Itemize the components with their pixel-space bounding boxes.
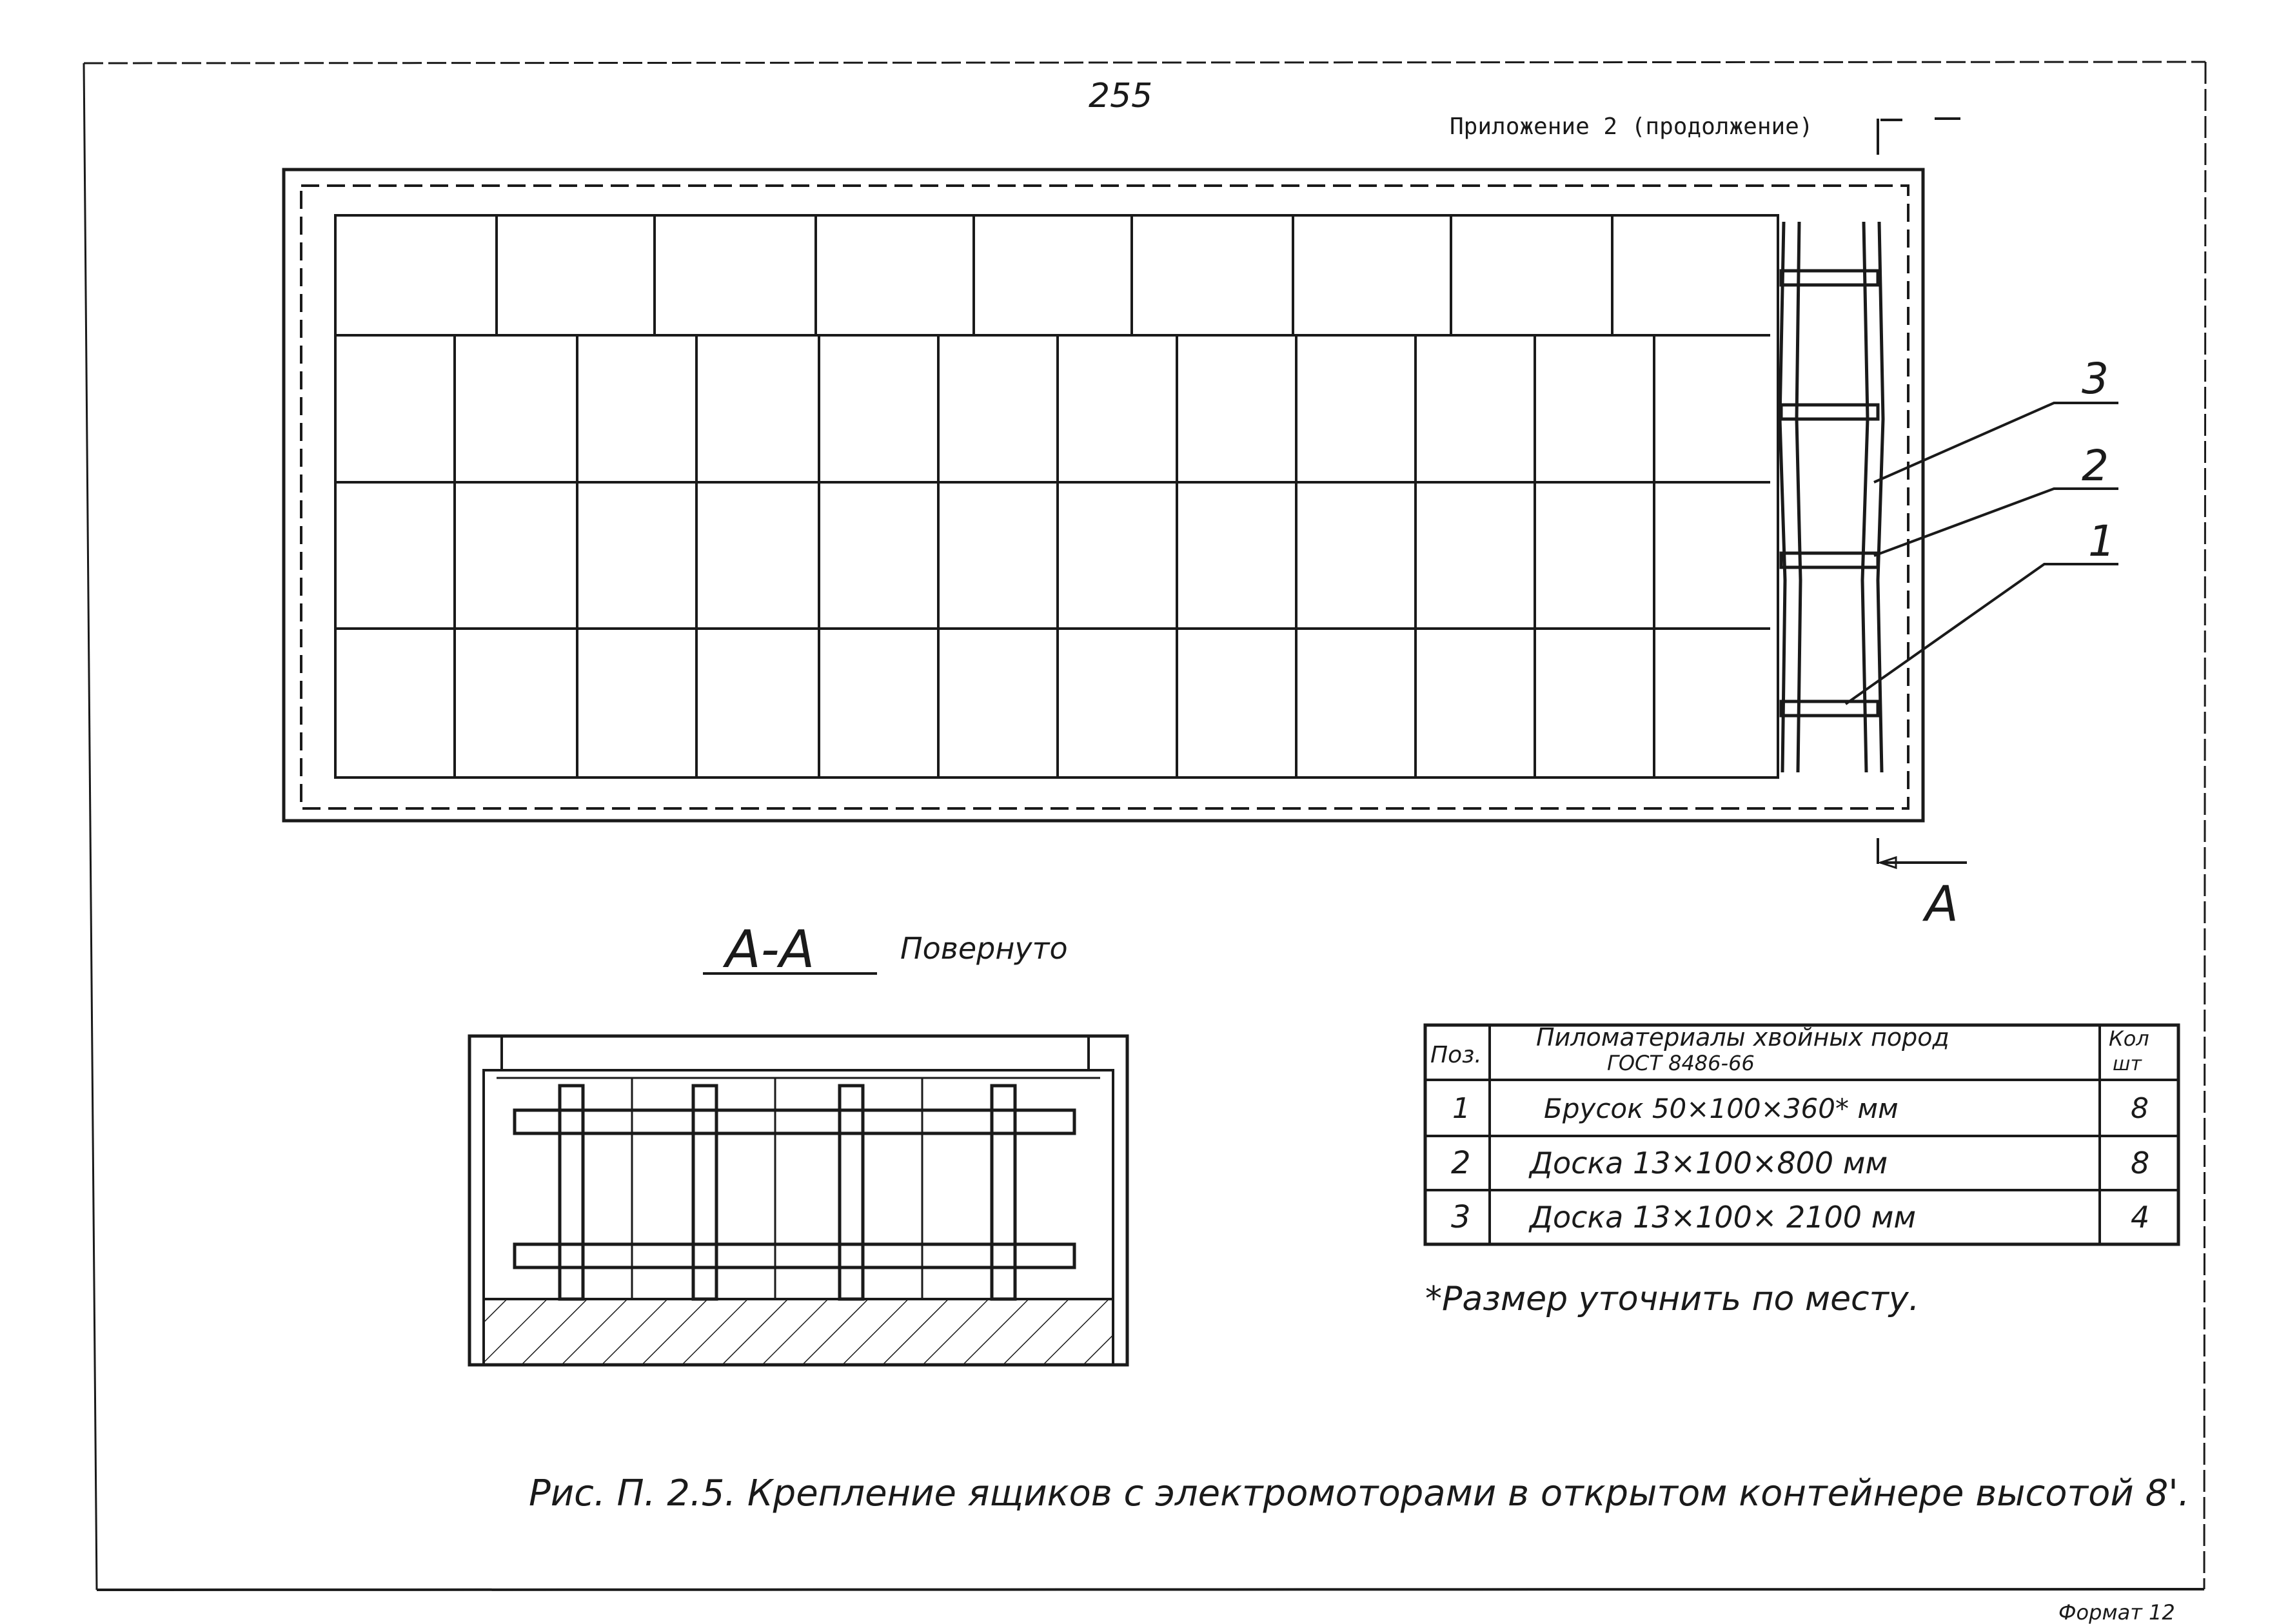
section-letter: A xyxy=(1925,875,1958,932)
callout-3: 3 xyxy=(2082,354,2109,404)
section-note: Повернуто xyxy=(900,931,1068,966)
box-grid xyxy=(335,215,1770,778)
table-header-material: Пиломатериалы хвойных пород xyxy=(1536,1023,1949,1052)
table-row-2-qty: 8 xyxy=(2131,1146,2150,1180)
callout-1: 1 xyxy=(2088,516,2115,566)
table-header-qty: Кол xyxy=(2109,1026,2149,1051)
table-header-pos: Поз. xyxy=(1430,1042,1482,1068)
format-note: Формат 12 xyxy=(2058,1600,2175,1624)
table-row-2-name: Доска 13×100×800 мм xyxy=(1530,1146,1888,1180)
spec-table xyxy=(1425,1023,2178,1244)
callout-leaders xyxy=(1846,403,2118,704)
table-row-1-pos: 1 xyxy=(1452,1092,1470,1125)
table-row-3-pos: 3 xyxy=(1451,1199,1471,1235)
vertical-board-left xyxy=(1780,222,1801,772)
container-plan-view xyxy=(284,119,2118,932)
table-row-1-name: Брусок 50×100×360* мм xyxy=(1544,1093,1899,1124)
table-row-3-name: Доска 13×100× 2100 мм xyxy=(1530,1200,1917,1235)
callout-2: 2 xyxy=(2082,441,2109,491)
page-number: 255 xyxy=(1089,77,1153,115)
footnote: *Размер уточнить по месту. xyxy=(1425,1280,1920,1318)
appendix-label: Приложение 2 (продолжение) xyxy=(1450,113,1813,140)
table-row-2-pos: 2 xyxy=(1451,1145,1471,1181)
container-outer-wall xyxy=(284,170,1923,821)
sheet-border xyxy=(84,62,2205,1590)
figure-caption: Рис. П. 2.5. Крепление ящиков с электромоторами в открытом контейнере высотой 8'. xyxy=(529,1472,2190,1514)
container-inner-wall-dashed xyxy=(301,186,1908,808)
section-view xyxy=(469,1036,1127,1365)
table-header-unit: шт xyxy=(2113,1053,2142,1075)
section-title: A-A xyxy=(725,919,815,979)
table-row-1-qty: 8 xyxy=(2131,1092,2149,1125)
section-inner-wall xyxy=(484,1070,1113,1299)
floor-hatch xyxy=(484,1299,1113,1365)
table-row-3-qty: 4 xyxy=(2131,1200,2150,1235)
table-header-gost: ГОСТ 8486-66 xyxy=(1607,1051,1755,1075)
